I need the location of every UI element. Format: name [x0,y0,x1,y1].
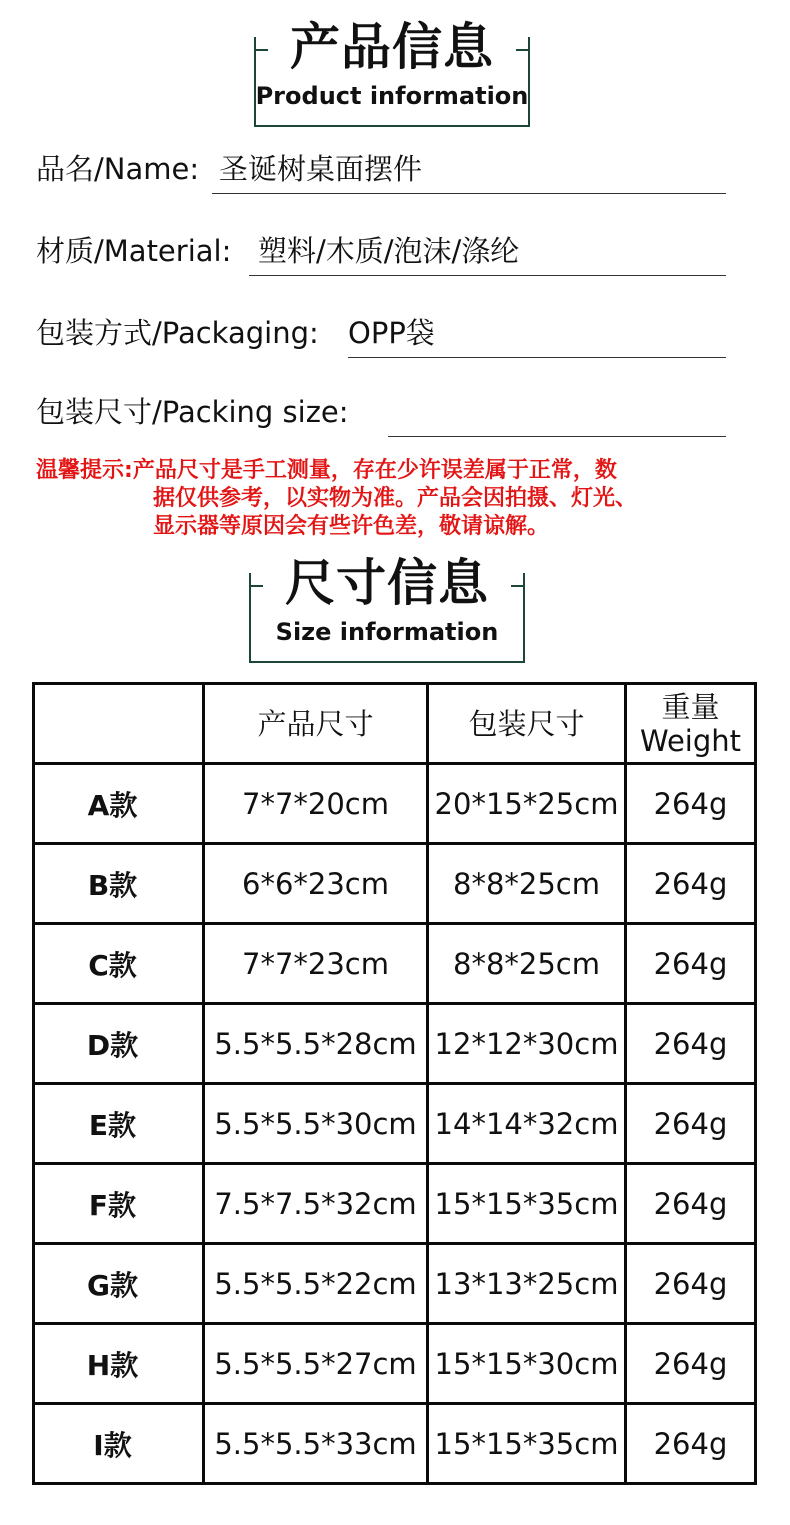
cell-model: B款 [34,844,204,924]
field-value: 塑料/木质/泡沫/涤纶 [258,234,520,268]
cell-packing-size: 15*15*35cm [428,1404,626,1484]
header-title-cn: 产品信息 [290,18,494,76]
field-label: 包装尺寸/Packing size: [36,395,349,429]
cell-product-size: 5.5*5.5*30cm [204,1084,428,1164]
table-body [34,764,756,1484]
cell-weight: 264g [626,1324,756,1404]
field-underline [249,275,726,276]
cell-model: G款 [34,1244,204,1324]
table-row [34,764,756,844]
cell-weight: 264g [626,1084,756,1164]
cell-product-size: 5.5*5.5*22cm [204,1244,428,1324]
header-weight-en: Weight [639,723,742,758]
product-info-header [254,12,530,127]
table-row [34,1404,756,1484]
cell-model: D款 [34,1004,204,1084]
table-header-row [34,684,756,764]
cell-model: I款 [34,1404,204,1484]
size-info-header [249,548,525,663]
cell-weight: 264g [626,764,756,844]
notice-text: 产品尺寸是手工测量，存在少许误差属于正常，数 [132,458,617,483]
field-underline [212,193,726,194]
field-underline [388,436,726,437]
table-row [34,1244,756,1324]
header-model [34,684,204,764]
cell-weight: 264g [626,1004,756,1084]
header-weight [626,684,756,764]
cell-model: F款 [34,1164,204,1244]
header-product-size: 产品尺寸 [204,684,428,764]
header-weight-cn: 重量 [661,689,720,724]
table-row [34,1164,756,1244]
table-row [34,1004,756,1084]
cell-product-size: 5.5*5.5*33cm [204,1404,428,1484]
table-row [34,844,756,924]
field-packing-size [36,393,726,437]
cell-packing-size: 15*15*30cm [428,1324,626,1404]
cell-packing-size: 12*12*30cm [428,1004,626,1084]
cell-product-size: 7*7*23cm [204,924,428,1004]
cell-product-size: 5.5*5.5*28cm [204,1004,428,1084]
field-label: 品名/Name: [36,152,200,186]
cell-product-size: 7.5*7.5*32cm [204,1164,428,1244]
field-value: OPP袋 [348,316,435,350]
table-row [34,1084,756,1164]
table-row [34,924,756,1004]
cell-packing-size: 14*14*32cm [428,1084,626,1164]
cell-model: E款 [34,1084,204,1164]
cell-packing-size: 15*15*35cm [428,1164,626,1244]
cell-weight: 264g [626,1244,756,1324]
field-value: 圣诞树桌面摆件 [219,152,423,186]
notice-line-2: 据仅供参考，以实物为准。产品会因拍摄、灯光、 [153,486,638,511]
cell-model: A款 [34,764,204,844]
notice-line-1 [36,457,736,485]
cell-weight: 264g [626,1404,756,1484]
field-name [36,150,726,194]
cell-packing-size: 8*8*25cm [428,844,626,924]
cell-weight: 264g [626,924,756,1004]
cell-weight: 264g [626,844,756,924]
notice-line-3: 显示器等原因会有些许色差，敬请谅解。 [153,514,550,539]
field-packaging [36,314,726,358]
header-title-en: Size information [275,618,499,646]
field-label: 材质/Material: [36,234,232,268]
field-label: 包装方式/Packaging: [36,316,319,350]
header-packing-size: 包装尺寸 [428,684,626,764]
cell-product-size: 5.5*5.5*27cm [204,1324,428,1404]
cell-model: H款 [34,1324,204,1404]
cell-product-size: 6*6*23cm [204,844,428,924]
field-material [36,232,726,276]
header-title-cn: 尺寸信息 [285,554,489,612]
cell-packing-size: 20*15*25cm [428,764,626,844]
notice-prefix: 温馨提示: [36,458,133,483]
table-row [34,1324,756,1404]
cell-product-size: 7*7*20cm [204,764,428,844]
cell-model: C款 [34,924,204,1004]
size-disclaimer-notice [36,457,736,541]
field-underline [348,357,726,358]
cell-weight: 264g [626,1164,756,1244]
cell-packing-size: 8*8*25cm [428,924,626,1004]
size-table [32,682,757,1485]
header-title-en: Product information [255,82,529,110]
cell-packing-size: 13*13*25cm [428,1244,626,1324]
